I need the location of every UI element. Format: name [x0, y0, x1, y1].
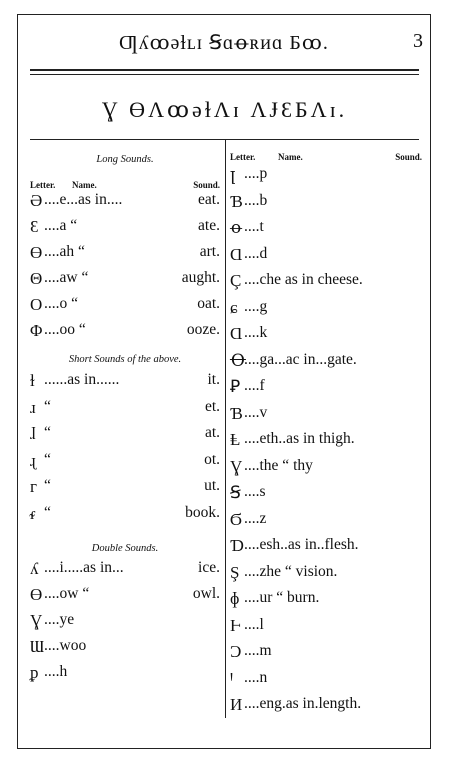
- example-sound: ate.: [198, 217, 220, 234]
- letter-name: ....g: [244, 297, 268, 315]
- letter-name: ....e...as in....: [44, 191, 123, 208]
- example-sound: eat.: [198, 191, 220, 208]
- alphabet-row: [230, 669, 422, 695]
- alphabet-row: [30, 371, 220, 397]
- example-sound: art.: [199, 243, 220, 260]
- letter-glyph: O: [30, 295, 43, 314]
- sound-head: Sound.: [193, 180, 220, 190]
- letter-glyph: Ϭ: [230, 509, 242, 529]
- letter-glyph: ᵱ: [30, 663, 39, 682]
- header-rule-thin: [30, 74, 419, 75]
- letter-glyph: Ş: [230, 562, 240, 582]
- alphabet-row: [230, 404, 422, 430]
- letter-name: ....ah “: [44, 243, 85, 260]
- letter-glyph: Ꝑ: [230, 377, 241, 396]
- alphabet-row: [230, 298, 422, 324]
- alphabet-row: [30, 321, 220, 347]
- letter-glyph: Φ: [30, 321, 43, 340]
- alphabet-row: [230, 510, 422, 536]
- alphabet-row: [30, 295, 220, 321]
- alphabet-row: [230, 616, 422, 642]
- page-header: [17, 14, 431, 69]
- alphabet-row: [30, 398, 220, 424]
- letter-name: ....zhe “ vision.: [244, 562, 338, 580]
- alphabet-row: [30, 243, 220, 269]
- example-sound: ice.: [198, 559, 220, 576]
- letter-name: ....oo “: [44, 321, 86, 338]
- letter-name: ....i.....as in...: [44, 559, 124, 576]
- alphabet-row: [230, 165, 422, 191]
- letter-glyph: Ɯ: [30, 637, 44, 656]
- letter-glyph: Ɵ: [30, 585, 43, 604]
- letter-name: ....woo: [44, 637, 87, 654]
- letter-name: ....m: [244, 642, 272, 659]
- letter-name: ....che as in cheese.: [244, 271, 363, 288]
- alphabet-row: [230, 457, 422, 483]
- alphabet-row: [30, 559, 220, 585]
- letter-glyph: Ɣ: [30, 611, 43, 630]
- letter-glyph: ɫ: [30, 371, 35, 390]
- letter-name: ....a “: [44, 217, 78, 234]
- alphabet-row: [30, 191, 220, 217]
- letter-glyph: ꝋ: [230, 218, 243, 237]
- letter-glyph: Ⱶ: [230, 615, 242, 635]
- double-sounds-heading: Double Sounds.: [91, 543, 159, 554]
- letter-glyph: Ɑ: [230, 324, 243, 343]
- example-sound: ooze.: [186, 321, 220, 338]
- alphabet-row: [230, 430, 422, 456]
- letter-glyph: И: [230, 695, 243, 714]
- example-sound: ut.: [204, 477, 220, 494]
- letter-glyph: Ɓ: [230, 191, 243, 211]
- letter-glyph: Ɛ: [30, 217, 39, 236]
- example-sound: at.: [204, 424, 220, 441]
- alphabet-row: [230, 536, 422, 562]
- example-sound: owl.: [192, 585, 220, 602]
- short-sounds-heading: Short Sounds of the above.: [68, 354, 182, 365]
- alphabet-row: [30, 477, 220, 503]
- alphabet-row: [30, 663, 220, 689]
- example-sound: aught.: [181, 269, 220, 286]
- alphabet-row: [30, 217, 220, 243]
- letter-head: Letter.: [230, 152, 256, 162]
- alphabet-row: [230, 218, 422, 244]
- alphabet-row: [230, 377, 422, 403]
- letter-glyph: Ꞩ: [230, 483, 241, 502]
- letter-glyph: Ɔ: [230, 642, 242, 661]
- letter-glyph: Θ: [30, 269, 43, 288]
- example-sound: it.: [207, 371, 220, 388]
- alphabet-row: [30, 637, 220, 663]
- column-divider: [225, 140, 226, 718]
- alphabet-row: [30, 611, 220, 637]
- alphabet-row: [230, 589, 422, 615]
- letter-name: ....v: [244, 403, 268, 421]
- alphabet-row: [30, 424, 220, 450]
- letter-name: “: [44, 503, 51, 521]
- alphabet-row: [230, 642, 422, 668]
- letter-name: “: [44, 424, 51, 441]
- alphabet-row: [230, 351, 422, 377]
- example-sound: et.: [204, 397, 220, 415]
- header-title: Ƣʎꝏəɫʟɪ Ꞩɑꝋʀᴎɑ Ƃꝏ.: [119, 32, 329, 54]
- letter-name: ....eth..as in thigh.: [244, 430, 355, 447]
- letter-name: ....l: [244, 615, 264, 633]
- page-number: 3: [413, 30, 423, 52]
- letter-name: ....d: [244, 244, 268, 262]
- letter-name: ....s: [244, 483, 266, 500]
- letter-glyph: ɕ: [230, 297, 238, 317]
- letter-glyph: ɻ: [30, 450, 36, 470]
- alphabet-row: [30, 504, 220, 530]
- header-rule: [30, 69, 419, 71]
- letter-name: “: [44, 397, 51, 415]
- document-title: Ɣ ƟɅꝏəɫɅɪ ɅɈƐƂɅɪ.: [101, 97, 348, 122]
- letter-glyph: Ꝋ: [230, 350, 246, 370]
- letter-name: ....n: [244, 668, 268, 686]
- letter-glyph: Ɗ: [230, 536, 244, 555]
- letter-name: ....k: [244, 324, 268, 341]
- letter-glyph: ʎ: [30, 559, 39, 578]
- letter-glyph: Ə: [30, 191, 43, 210]
- letter-name: ....z: [244, 509, 267, 527]
- letter-glyph: ɺ: [30, 424, 36, 443]
- letter-name: ....h: [44, 663, 68, 680]
- letter-name: ....ga...ac in...gate.: [244, 350, 357, 368]
- alphabet-row: [230, 192, 422, 218]
- letter-name: ....ow “: [44, 585, 90, 602]
- letter-glyph: Ⱡ: [230, 430, 241, 449]
- alphabet-row: [230, 695, 422, 721]
- example-sound: book.: [185, 503, 220, 521]
- letter-glyph: Ɵ: [30, 243, 43, 262]
- letter-name: ....eng.as in.length.: [244, 695, 362, 712]
- letter-name: ....b: [244, 191, 268, 209]
- letter-glyph: Ɑ: [230, 244, 243, 264]
- letter-name: ....o “: [44, 295, 79, 312]
- letter-glyph: Ꞌ: [230, 668, 234, 688]
- alphabet-row: [230, 271, 422, 297]
- sound-head: Sound.: [395, 152, 422, 162]
- letter-name: ....p: [244, 165, 268, 182]
- alphabet-row: [30, 269, 220, 295]
- letter-name: ....the “ thy: [244, 456, 313, 474]
- letter-name: ......as in......: [44, 371, 120, 388]
- letter-name: ....ye: [44, 611, 75, 628]
- alphabet-row: [230, 563, 422, 589]
- letter-name: ....ur “ burn.: [244, 589, 320, 606]
- letter-glyph: ɹ: [30, 397, 36, 417]
- alphabet-row: [230, 245, 422, 271]
- letter-name: “: [44, 477, 51, 494]
- letter-glyph: ᵳ: [30, 503, 36, 523]
- letter-name: ....t: [244, 218, 264, 235]
- letter-name: ....f: [244, 377, 265, 394]
- letter-glyph: ꞁ: [230, 165, 236, 184]
- example-sound: oat.: [197, 295, 220, 312]
- letter-head: Letter.: [30, 180, 56, 190]
- letter-name: ....aw “: [44, 269, 89, 286]
- letter-glyph: Ɓ: [230, 403, 243, 423]
- alphabet-row: [30, 585, 220, 611]
- alphabet-row: [230, 324, 422, 350]
- letter-name: “: [44, 450, 51, 468]
- example-sound: ot.: [204, 450, 220, 468]
- letter-glyph: ɸ: [230, 589, 240, 608]
- letter-name: ....esh..as in..flesh.: [244, 536, 359, 553]
- name-head: Name.: [278, 152, 303, 162]
- letter-glyph: Ç: [230, 271, 242, 290]
- alphabet-row: [30, 451, 220, 477]
- letter-glyph: ᴦ: [30, 477, 37, 496]
- name-head: Name.: [72, 180, 97, 190]
- long-sounds-heading: Long Sounds.: [96, 154, 154, 165]
- alphabet-row: [230, 483, 422, 509]
- letter-glyph: Ɣ: [230, 456, 243, 476]
